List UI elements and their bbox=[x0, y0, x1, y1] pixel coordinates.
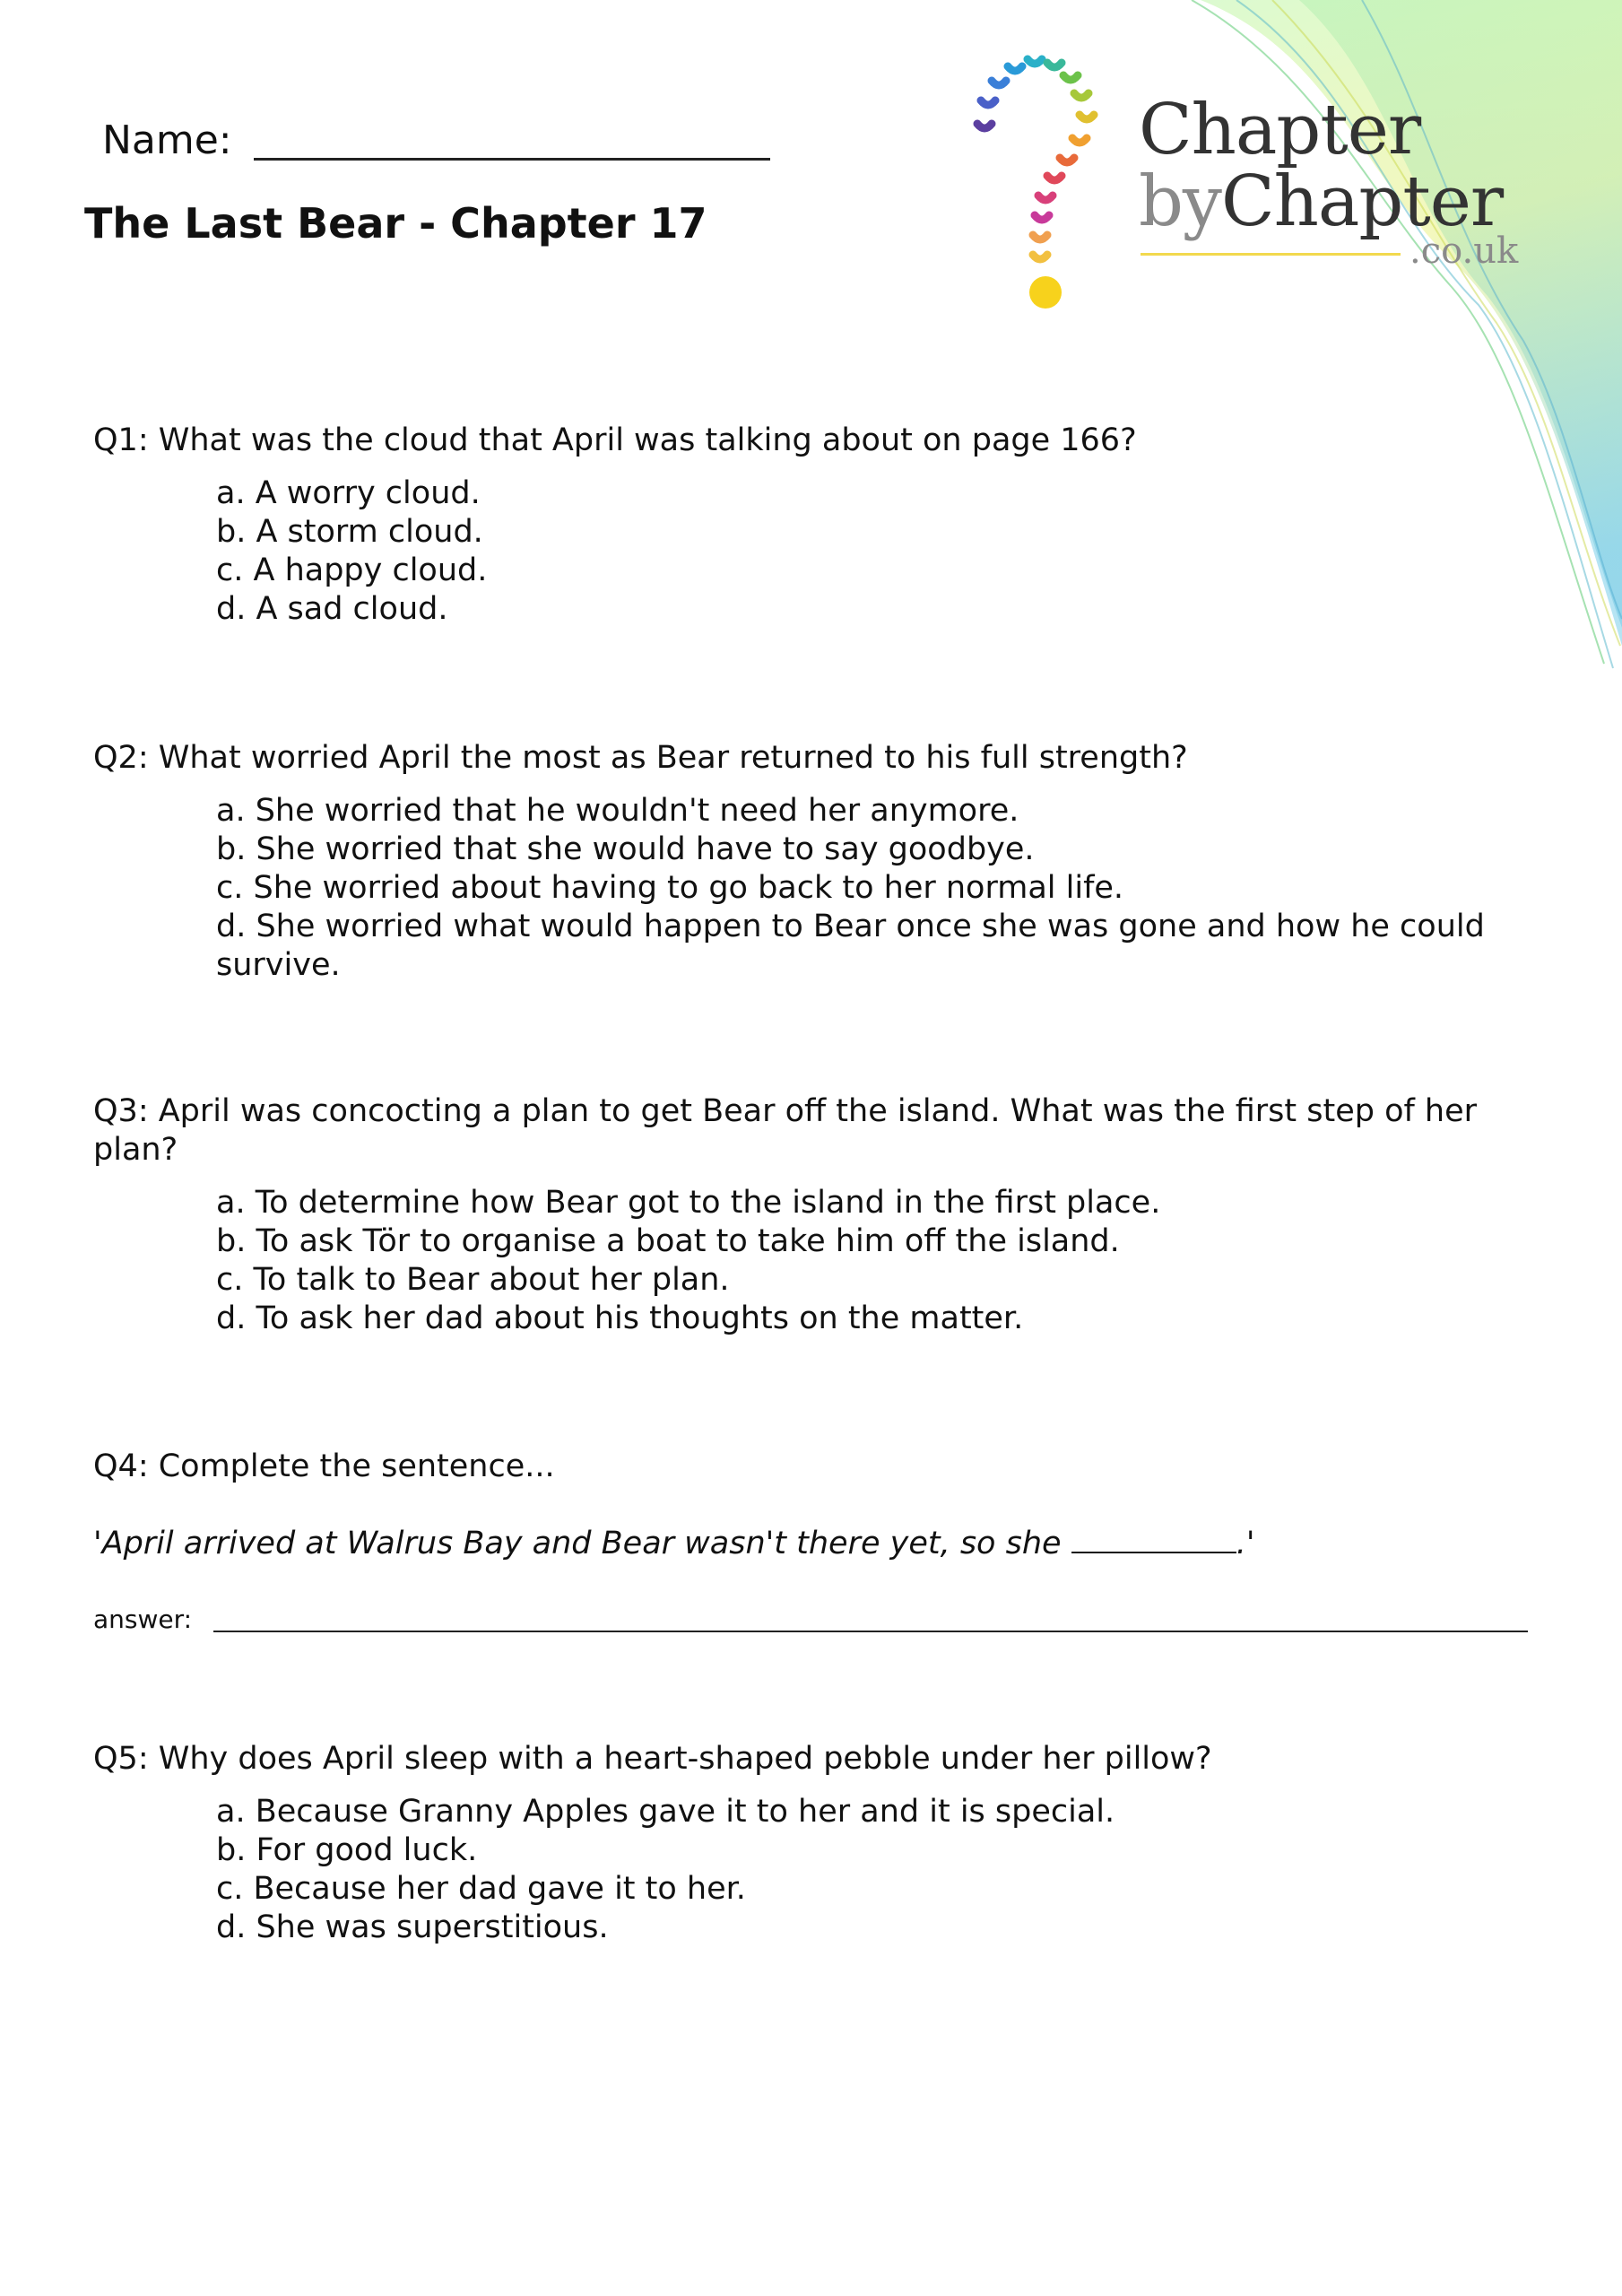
option-c: c. Because her dad gave it to her. bbox=[216, 1871, 746, 1907]
question-text: Q3: April was concocting a plan to get Bear off the island. What was the first step of her plan? bbox=[93, 1093, 1478, 1168]
option-b: b. To ask Tör to organise a boat to take him off the island. bbox=[216, 1223, 1120, 1259]
option-a: a. Because Granny Apples gave it to her and it is special. bbox=[216, 1794, 1115, 1830]
logo-text-chapter: Chapter bbox=[1221, 161, 1504, 242]
name-label: Name: bbox=[102, 117, 232, 163]
question-text: Q5: Why does April sleep with a heart-shaped pebble under her pillow? bbox=[93, 1741, 1212, 1777]
question-text: Q2: What worried April the most as Bear returned to his full strength? bbox=[93, 740, 1188, 776]
option-c: c. To talk to Bear about her plan. bbox=[216, 1262, 730, 1298]
option-d: d. She worried what would happen to Bear once she was gone and how he could survive. bbox=[216, 909, 1485, 983]
answer-blank-line[interactable] bbox=[213, 1605, 1528, 1632]
sentence-blank bbox=[1071, 1525, 1236, 1553]
chapter-by-chapter-logo bbox=[968, 54, 1542, 314]
answer-label: answer: bbox=[93, 1605, 193, 1634]
worksheet-title: The Last Bear - Chapter 17 bbox=[84, 199, 707, 248]
option-d: d. A sad cloud. bbox=[216, 591, 448, 627]
question-5 bbox=[93, 1740, 1492, 1947]
logo-text-by: by bbox=[1139, 161, 1221, 242]
logo-domain: .co.uk bbox=[1409, 230, 1519, 272]
sentence-end: .' bbox=[1236, 1526, 1255, 1561]
option-b: b. A storm cloud. bbox=[216, 514, 483, 550]
option-a: a. She worried that he wouldn't need her anymore. bbox=[216, 793, 1019, 829]
option-b: b. She worried that she would have to say goodbye. bbox=[216, 831, 1035, 867]
options-list bbox=[216, 474, 1498, 629]
name-field bbox=[102, 118, 770, 161]
option-d: d. She was superstitious. bbox=[216, 1909, 609, 1945]
options-list bbox=[216, 792, 1498, 985]
logo-text-line1: Chapter bbox=[1139, 90, 1421, 170]
option-a: a. A worry cloud. bbox=[216, 475, 481, 511]
option-a: a. To determine how Bear got to the island in the first place. bbox=[216, 1185, 1161, 1221]
option-c: c. A happy cloud. bbox=[216, 552, 488, 588]
option-b: b. For good luck. bbox=[216, 1832, 478, 1868]
options-list bbox=[216, 1793, 1498, 1947]
logo-text-line2 bbox=[1139, 161, 1504, 242]
sentence-to-complete bbox=[93, 1525, 1254, 1563]
name-blank-line[interactable] bbox=[254, 118, 770, 161]
sentence-start: 'April arrived at Walrus Bay and Bear wasn't there yet, so she bbox=[93, 1526, 1071, 1561]
option-c: c. She worried about having to go back to her normal life. bbox=[216, 870, 1124, 906]
question-1 bbox=[93, 422, 1492, 629]
options-list bbox=[216, 1184, 1498, 1338]
logo-underline bbox=[1141, 253, 1401, 256]
question-4 bbox=[93, 1448, 1492, 1486]
question-2 bbox=[93, 739, 1492, 985]
question-text: Q1: What was the cloud that April was talking about on page 166? bbox=[93, 422, 1137, 458]
book-question-mark-icon bbox=[968, 54, 1121, 314]
question-text: Q4: Complete the sentence... bbox=[93, 1448, 555, 1484]
answer-field bbox=[93, 1605, 1528, 1632]
question-3 bbox=[93, 1092, 1492, 1338]
option-d: d. To ask her dad about his thoughts on the matter. bbox=[216, 1300, 1024, 1336]
logo-dot bbox=[1029, 276, 1062, 309]
